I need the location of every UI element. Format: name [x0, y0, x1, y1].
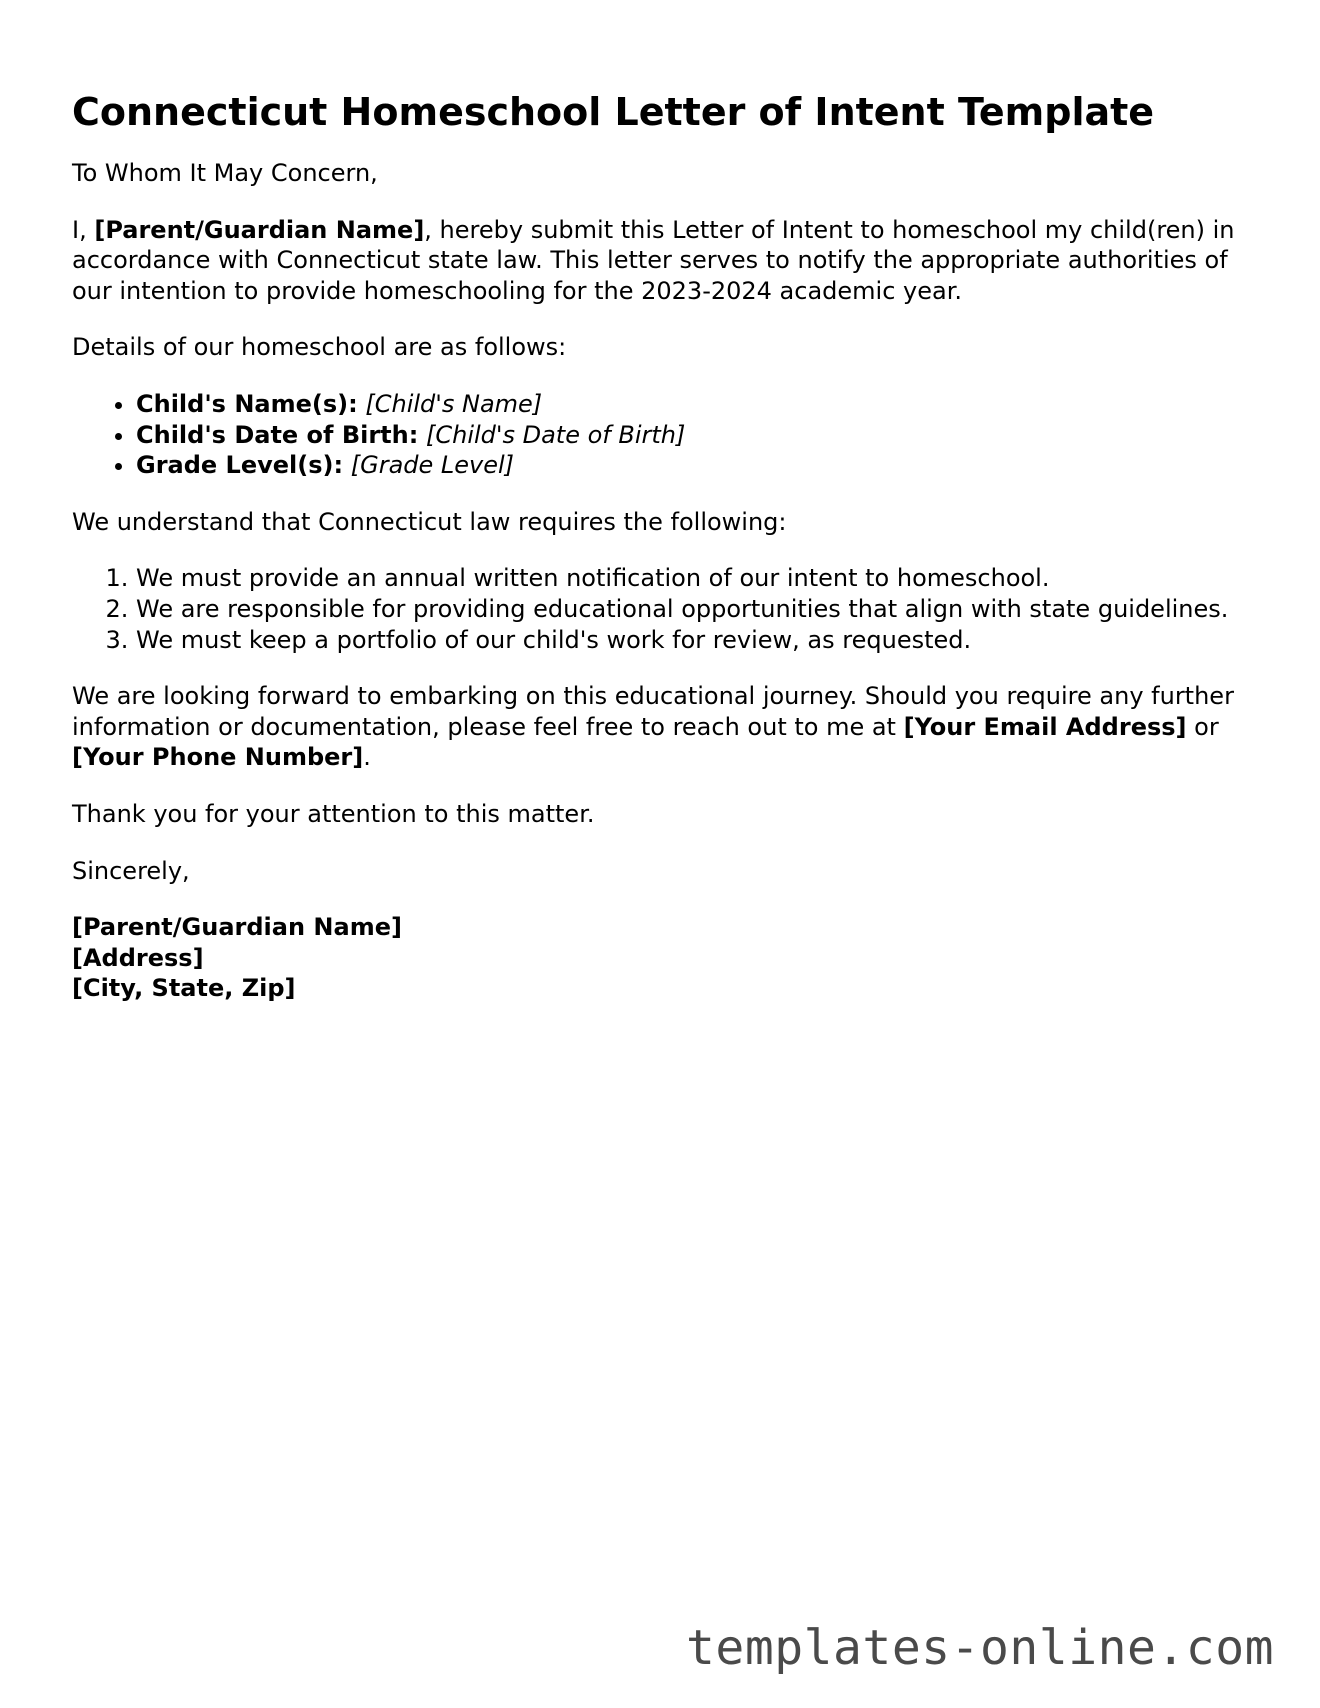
closing-paragraph	[72, 681, 1248, 773]
signature-block	[72, 912, 1248, 1004]
detail-value: [Grade Level]	[350, 451, 515, 480]
list-item	[136, 389, 1248, 420]
detail-value: [Child's Date of Birth]	[425, 420, 686, 449]
signoff: Sincerely,	[72, 856, 190, 885]
details-heading: Details of our homeschool are as follows:	[72, 333, 567, 362]
intro-name-placeholder: [Parent/Guardian Name]	[94, 215, 425, 244]
intro-suffix: , hereby submit this Letter of Intent to homeschool my child(ren) in accordance with Connecticut state law. This letter serves to notify the appropriate authorities of our intention to provide homeschooling for the 2023-2024 academic year.	[72, 215, 1235, 305]
intro-paragraph	[72, 215, 1248, 307]
closing-middle: or	[1186, 712, 1219, 741]
details-list	[72, 389, 1248, 481]
detail-label: Grade Level(s):	[136, 451, 344, 480]
detail-value: [Child's Name]	[365, 389, 543, 418]
page-title: Connecticut Homeschool Letter of Intent Template	[72, 90, 1155, 134]
closing-end: .	[363, 743, 371, 772]
list-item: 2. We are responsible for providing educational opportunities that align with state guidelines.	[136, 594, 1248, 625]
list-item: 3. We must keep a portfolio of our child's work for review, as requested.	[136, 625, 1248, 656]
requirements-heading: We understand that Connecticut law requires the following:	[72, 507, 787, 536]
letter-document	[72, 86, 1248, 1004]
signature-city-state-zip: [City, State, Zip]	[72, 974, 296, 1003]
detail-label: Child's Date of Birth:	[136, 420, 419, 449]
signature-name: [Parent/Guardian Name]	[72, 913, 402, 942]
list-item	[136, 420, 1248, 451]
thanks-line: Thank you for your attention to this matter.	[72, 799, 595, 828]
closing-text: We are looking forward to embarking on this educational journey. Should you require any further information or documentation, please feel free to reach out to me at	[72, 682, 1234, 741]
list-item: 1. We must provide an annual written notification of our intent to homeschool.	[136, 563, 1248, 594]
email-placeholder: [Your Email Address]	[903, 712, 1187, 741]
watermark: templates-online.com	[686, 1620, 1274, 1676]
salutation: To Whom It May Concern,	[72, 159, 378, 187]
intro-prefix: I,	[72, 215, 95, 244]
requirements-list	[72, 563, 1248, 655]
phone-placeholder: [Your Phone Number]	[72, 743, 364, 772]
detail-label: Child's Name(s):	[136, 389, 358, 418]
signature-address: [Address]	[72, 943, 204, 972]
list-item	[136, 450, 1248, 481]
